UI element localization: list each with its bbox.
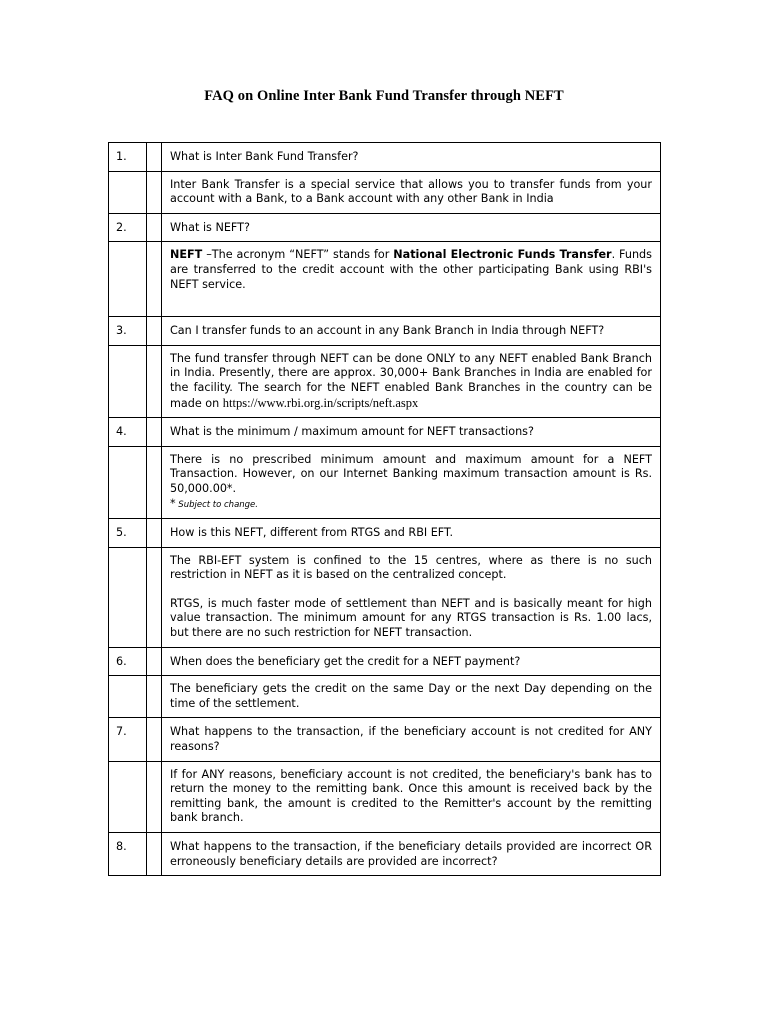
faq-answer-row xyxy=(109,446,661,518)
faq-question-row xyxy=(109,718,661,761)
answer-text: If for ANY reasons, beneficiary account is not credited, the beneficiary's bank has to return the money to the remitting bank. Once this amount is received back by the remitting bank, the amount is credited to the Remitter's account by the remitting bank branch. xyxy=(162,761,661,832)
question-number: 3. xyxy=(109,317,147,346)
answer-text: There is no prescribed minimum amount and maximum amount for a NEFT Transaction. However, on our Internet Banking maximum transaction amount is Rs. 50,000.00*. * Subject to change. xyxy=(162,446,661,518)
answer-term-expansion: National Electronic Funds Transfer xyxy=(393,248,612,262)
faq-question-row xyxy=(109,833,661,876)
question-text: What is the minimum / maximum amount for NEFT transactions? xyxy=(162,418,661,447)
question-number: 5. xyxy=(109,519,147,548)
faq-answer-row xyxy=(109,345,661,417)
faq-question-row xyxy=(109,647,661,676)
question-text: How is this NEFT, different from RTGS and RBI EFT. xyxy=(162,519,661,548)
faq-question-row xyxy=(109,418,661,447)
faq-question-row xyxy=(109,143,661,172)
faq-table xyxy=(108,142,661,876)
answer-text: NEFT –The acronym “NEFT” stands for National Electronic Funds Transfer. Funds are transferred to the credit account with the other participating Bank using RBI's NEFT service. xyxy=(162,242,661,317)
question-text: What happens to the transaction, if the beneficiary account is not credited for ANY reasons? xyxy=(162,718,661,761)
question-number: 2. xyxy=(109,213,147,242)
question-number: 7. xyxy=(109,718,147,761)
faq-answer-row xyxy=(109,242,661,317)
faq-question-row xyxy=(109,519,661,548)
faq-answer-row xyxy=(109,676,661,718)
answer-text: The fund transfer through NEFT can be done ONLY to any NEFT enabled Bank Branch in India. Presently, there are approx. 30,000+ Bank Branches in India are enabled for the facility. The search for the NEFT enabled Bank Branches in the country can be made on https://www.rbi.org.in/scripts/neft.aspx xyxy=(162,345,661,417)
rbi-link[interactable]: https://www.rbi.org.in/scripts/neft.aspx xyxy=(222,395,419,410)
document-title: FAQ on Online Inter Bank Fund Transfer through NEFT xyxy=(204,88,564,104)
answer-text: The RBI-EFT system is confined to the 15 centres, where as there is no such restriction in NEFT as it is based on the centralized concept. RTGS, is much faster mode of settlement than NEFT and is basically meant for high value transaction. The minimum amount for any RTGS transaction is Rs. 1.00 lacs, but there are no such restriction for NEFT transaction. xyxy=(162,547,661,647)
answer-text: Inter Bank Transfer is a special service that allows you to transfer funds from your account with a Bank, to a Bank account with any other Bank in India xyxy=(162,171,661,213)
question-number: 8. xyxy=(109,833,147,876)
answer-term: NEFT xyxy=(170,248,203,262)
question-number: 4. xyxy=(109,418,147,447)
faq-question-row xyxy=(109,317,661,346)
faq-answer-row xyxy=(109,171,661,213)
answer-text: The beneficiary gets the credit on the same Day or the next Day depending on the time of the settlement. xyxy=(162,676,661,718)
faq-question-row xyxy=(109,213,661,242)
question-text: Can I transfer funds to an account in any Bank Branch in India through NEFT? xyxy=(162,317,661,346)
question-number: 1. xyxy=(109,143,147,172)
question-text: When does the beneficiary get the credit for a NEFT payment? xyxy=(162,647,661,676)
faq-answer-row xyxy=(109,547,661,647)
question-text: What is NEFT? xyxy=(162,213,661,242)
question-text: What happens to the transaction, if the beneficiary details provided are incorrect OR erroneously beneficiary details are provided are incorrect? xyxy=(162,833,661,876)
question-number: 6. xyxy=(109,647,147,676)
question-text: What is Inter Bank Fund Transfer? xyxy=(162,143,661,172)
faq-answer-row xyxy=(109,761,661,832)
footnote: * Subject to change. xyxy=(170,496,258,510)
